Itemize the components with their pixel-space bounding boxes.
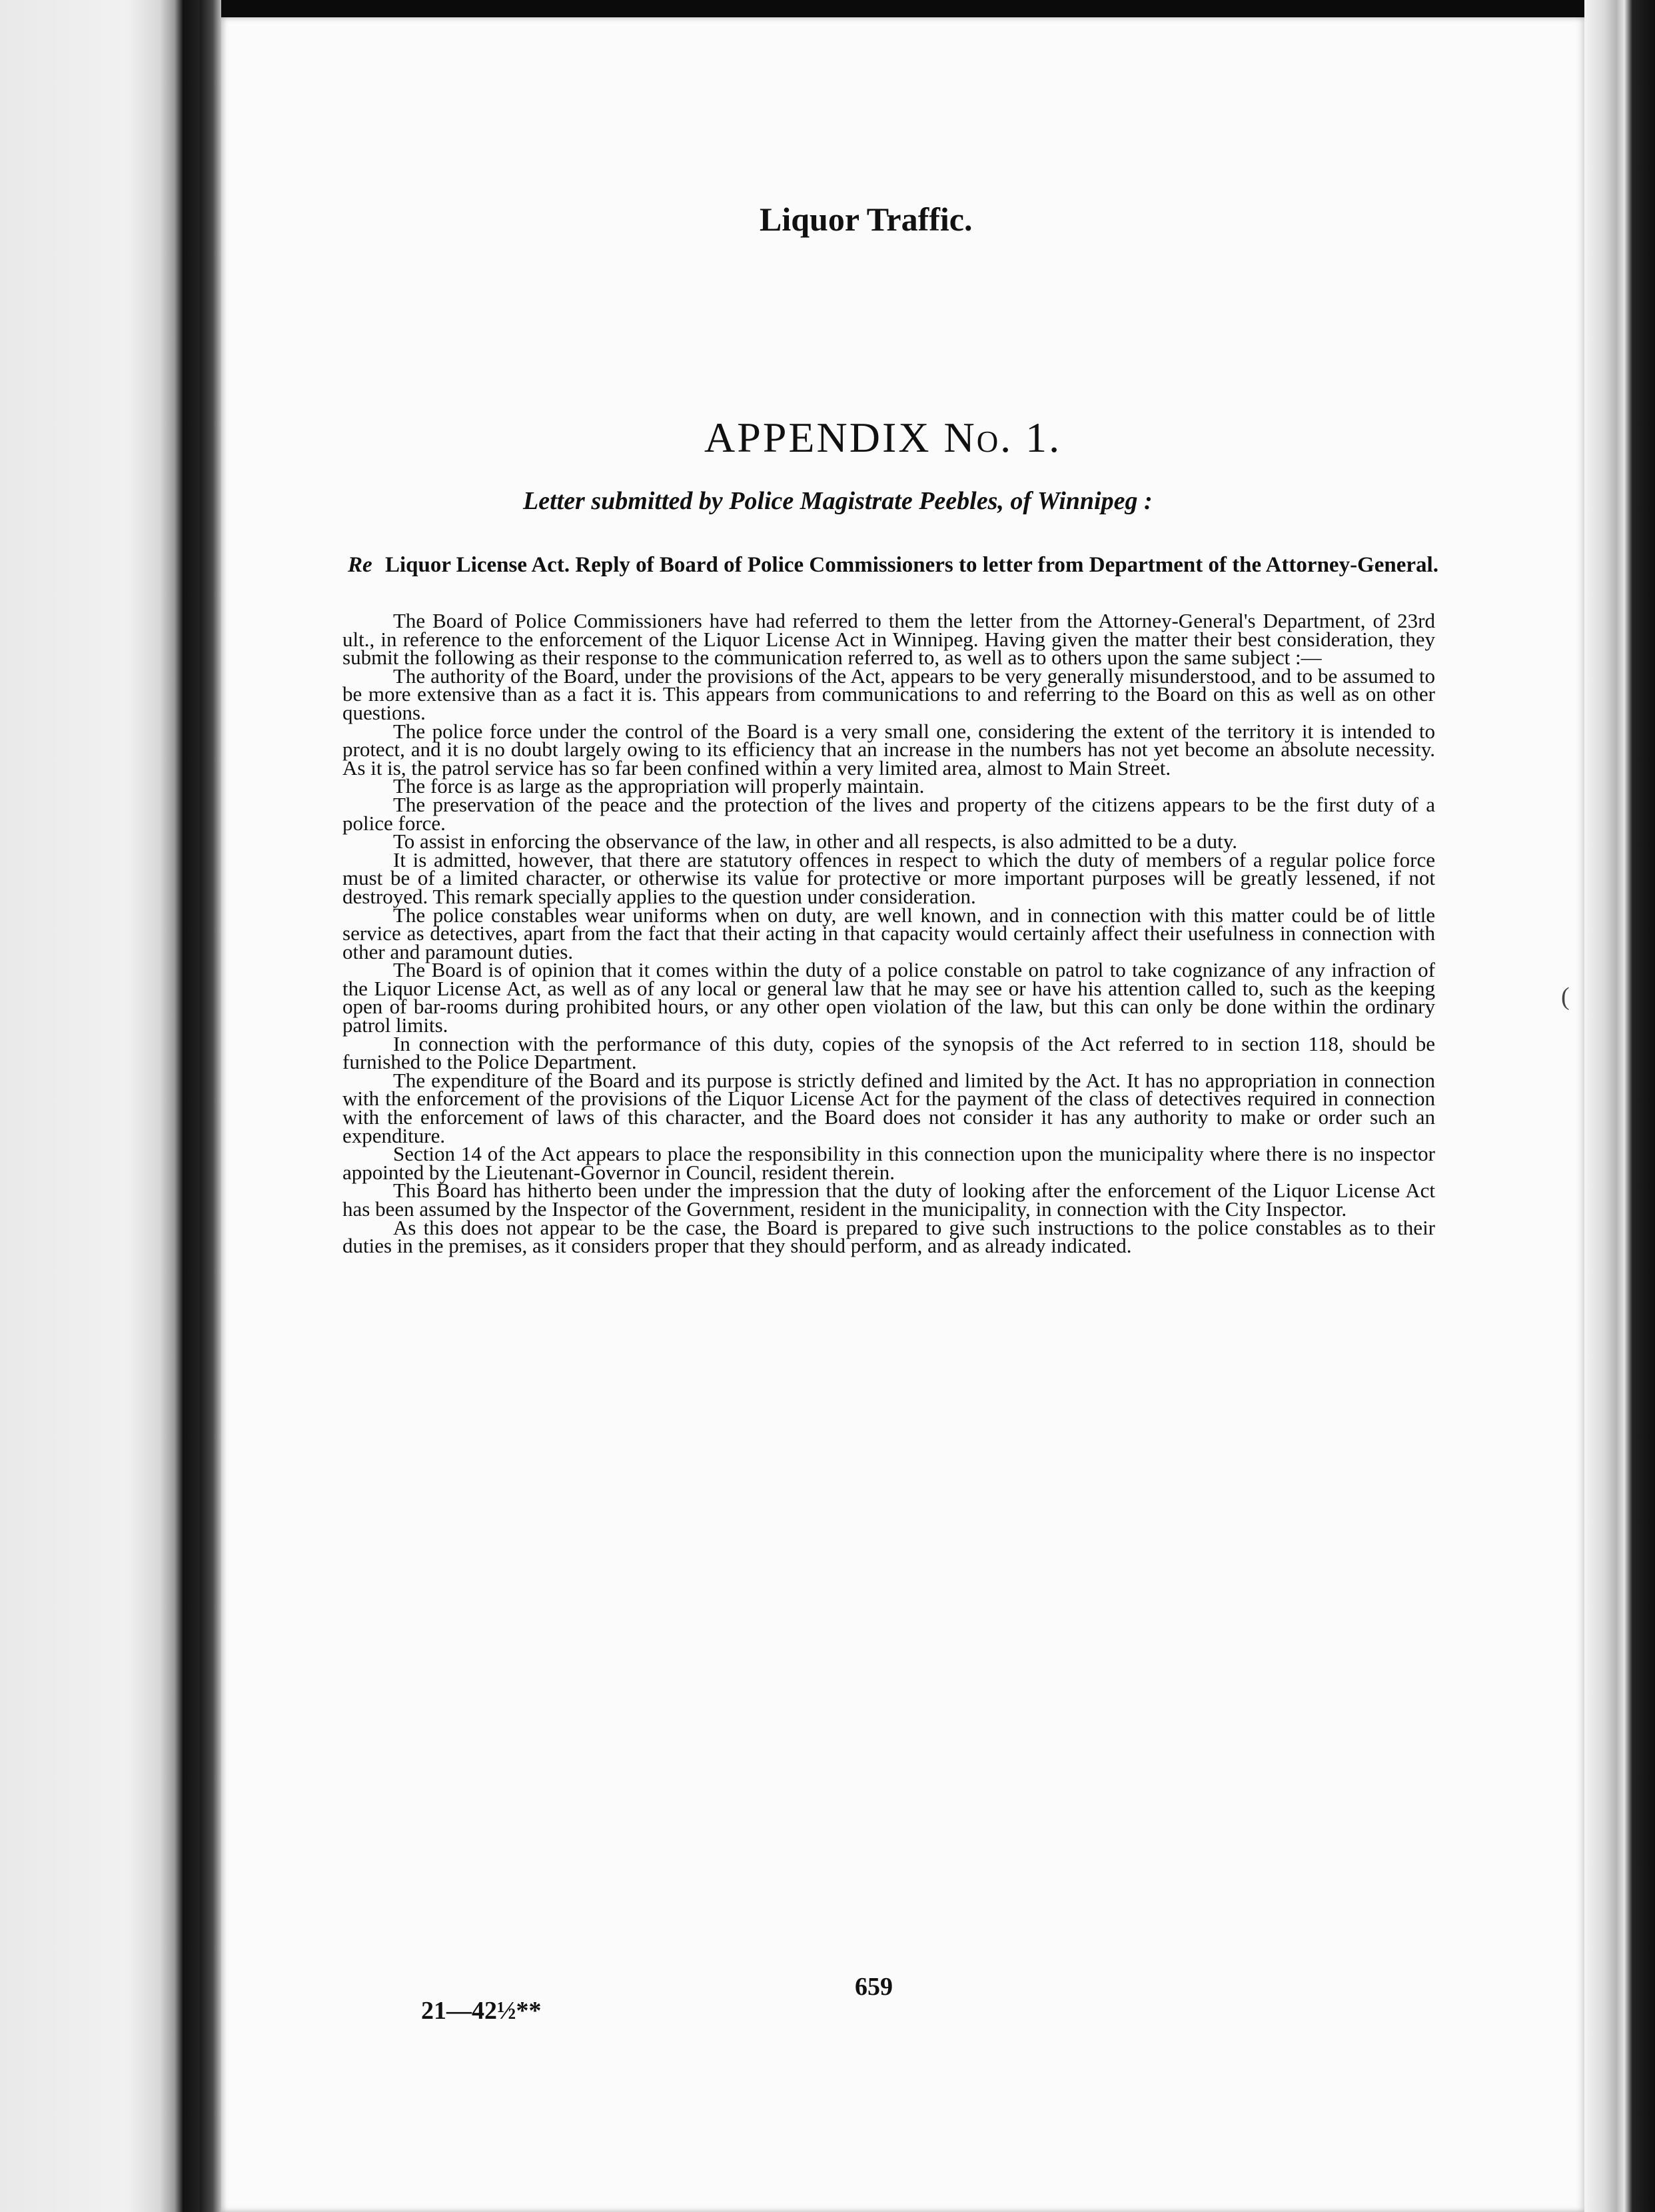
book-gutter-shadow	[200, 0, 221, 2212]
body-paragraph: It is admitted, however, that there are statutory offences in respect to which the duty of members of a regular police force must be of a limited character, or otherwise its value for protective or more important purposes will be greatly lessened, if not destroyed. This remark specially applies to the question under consideration.	[342, 847, 1435, 908]
body-paragraph: To assist in enforcing the observance of the law, in other and all respects, is also admitted to be a duty.	[393, 830, 1238, 853]
printer-signature-mark: 21—42½**	[421, 1997, 542, 2025]
body-paragraph: The Board of Police Commissioners have had referred to them the letter from the Attorney-General's Department, of 23rd ult., in reference to the enforcement of the Liquor License Act in Winnipeg. Having given the matter their best consideration, they submit the following as their response to the communication referred to, as well as to others upon the same subject :—	[342, 609, 1435, 670]
page-number: 659	[855, 1973, 893, 2001]
body-paragraph: In connection with the performance of this duty, copies of the synopsis of the Act referred to in section 118, should be furnished to the Police Department.	[342, 1031, 1435, 1074]
body-paragraph: The police force under the control of the Board is a very small one, considering the extent of the territory it is intended to protect, and it is no doubt largely owing to its efficiency that an increase in the numbers has not yet become an absolute necessity. As it is, the patrol service has so far been confined within a very limited area, almost to Main Street.	[342, 719, 1435, 780]
body-paragraph: The preservation of the peace and the protection of the lives and property of the citizens appears to be the first duty of a police force.	[342, 792, 1435, 835]
re-heading-text: Liquor License Act. Reply of Board of Police Commissioners to letter from Department of the Attorney-General.	[385, 553, 1438, 577]
body-paragraph: The force is as large as the appropriation will properly maintain.	[393, 774, 925, 798]
body-paragraph: This Board has hitherto been under the impression that the duty of looking after the enforcement of the Liquor License Act has been assumed by the Inspector of the Government, resident in the municipality, in connection with the City Inspector.	[342, 1179, 1435, 1221]
letter-body	[342, 609, 1435, 1258]
re-heading	[348, 554, 1478, 576]
re-mark: Re	[348, 553, 372, 577]
appendix-title	[704, 413, 1061, 462]
margin-mark: (	[1561, 983, 1570, 1011]
letter-subtitle: Letter submitted by Police Magistrate Peebles, of Winnipeg :	[523, 487, 1153, 515]
appendix-title-text: APPENDIX No. 1.	[704, 414, 1062, 461]
left-facing-page-edge	[0, 0, 220, 2212]
right-page-edge	[1584, 0, 1655, 2212]
scan-top-border	[0, 0, 1655, 17]
body-paragraph: Section 14 of the Act appears to place the responsibility in this connection upon the municipality where there is no inspector appointed by the Lieutenant-Governor in Council, resident therein.	[342, 1142, 1435, 1184]
body-paragraph: The authority of the Board, under the provisions of the Act, appears to be very generally misunderstood, and to be assumed to be more extensive than as a fact it is. This appears from communications to and referring to the Board on this as well as on other questions.	[342, 664, 1435, 724]
body-paragraph: The Board is of opinion that it comes within the duty of a police constable on patrol to take cognizance of any infraction of the Liquor License Act, as well as of any local or general law that he may see or have his attention called to, such as the keeping open of bar-rooms during prohibited hours, or any other open violation of the law, but this can only be done within the ordinary patrol limits.	[342, 958, 1435, 1037]
body-paragraph: The police constables wear uniforms when on duty, are well known, and in connection with this matter could be of little service as detectives, apart from the fact that their acting in that capacity would certainly affect their usefulness in connection with other and paramount duties.	[342, 903, 1435, 963]
running-title: Liquor Traffic.	[760, 201, 973, 238]
body-paragraph: The expenditure of the Board and its purpose is strictly defined and limited by the Act. It has no appropriation in connection with the enforcement of the provisions of the Liquor License Act for the payment of the class of detectives required in connection with the enforcement of laws of this character, and the Board does not consider it has any authority to make or order such an expenditure.	[342, 1068, 1435, 1147]
body-paragraph: As this does not appear to be the case, the Board is prepared to give such instructions to the police constables as to their duties in the premises, as it considers proper that they should perform, and as already indicated.	[342, 1215, 1435, 1258]
